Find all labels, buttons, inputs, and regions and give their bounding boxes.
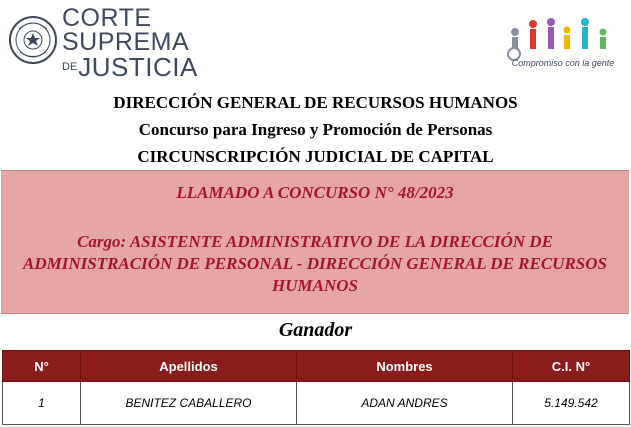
institution-line3-row bbox=[62, 54, 198, 80]
column-header-surnames: Apellidos bbox=[81, 351, 297, 382]
institution-line2: SUPREMA bbox=[62, 28, 190, 56]
results-table bbox=[2, 350, 630, 425]
cell-names: ADAN ANDRES bbox=[297, 382, 513, 425]
cell-surnames: BENITEZ CABALLERO bbox=[81, 382, 297, 425]
cell-id: 5.149.542 bbox=[513, 382, 630, 425]
table-row bbox=[3, 382, 630, 425]
institution-line3: JUSTICIA bbox=[78, 52, 198, 82]
cell-number: 1 bbox=[3, 382, 81, 425]
court-seal-icon bbox=[8, 5, 58, 75]
column-header-id: C.I. N° bbox=[513, 351, 630, 382]
call-banner bbox=[1, 170, 629, 314]
table-header-row bbox=[3, 351, 630, 382]
document-titles bbox=[0, 89, 631, 170]
right-logo-caption: Compromiso con la gente bbox=[511, 58, 615, 68]
institution-line1: CORTE bbox=[62, 4, 152, 32]
section-title: Ganador bbox=[278, 319, 353, 341]
call-number: LLAMADO A CONCURSO N° 48/2023 bbox=[176, 183, 454, 202]
institution-de: DE bbox=[62, 61, 78, 73]
title-line1: DIRECCIÓN GENERAL DE RECURSOS HUMANOS bbox=[113, 93, 518, 112]
title-line2: Concurso para Ingreso y Promoción de Personas bbox=[138, 120, 493, 139]
column-header-number: N° bbox=[3, 351, 81, 382]
title-line3: CIRCUNSCRIPCIÓN JUDICIAL DE CAPITAL bbox=[137, 147, 494, 166]
header-logos bbox=[0, 0, 631, 84]
position-title: Cargo: ASISTENTE ADMINISTRATIVO DE LA DIRECCIÓN DE ADMINISTRACIÓN DE PERSONAL - DIRECCIÓN GENERAL DE RECURSOS HUMANOS bbox=[23, 232, 607, 295]
institution-logotype bbox=[62, 6, 198, 80]
column-header-names: Nombres bbox=[297, 351, 513, 382]
